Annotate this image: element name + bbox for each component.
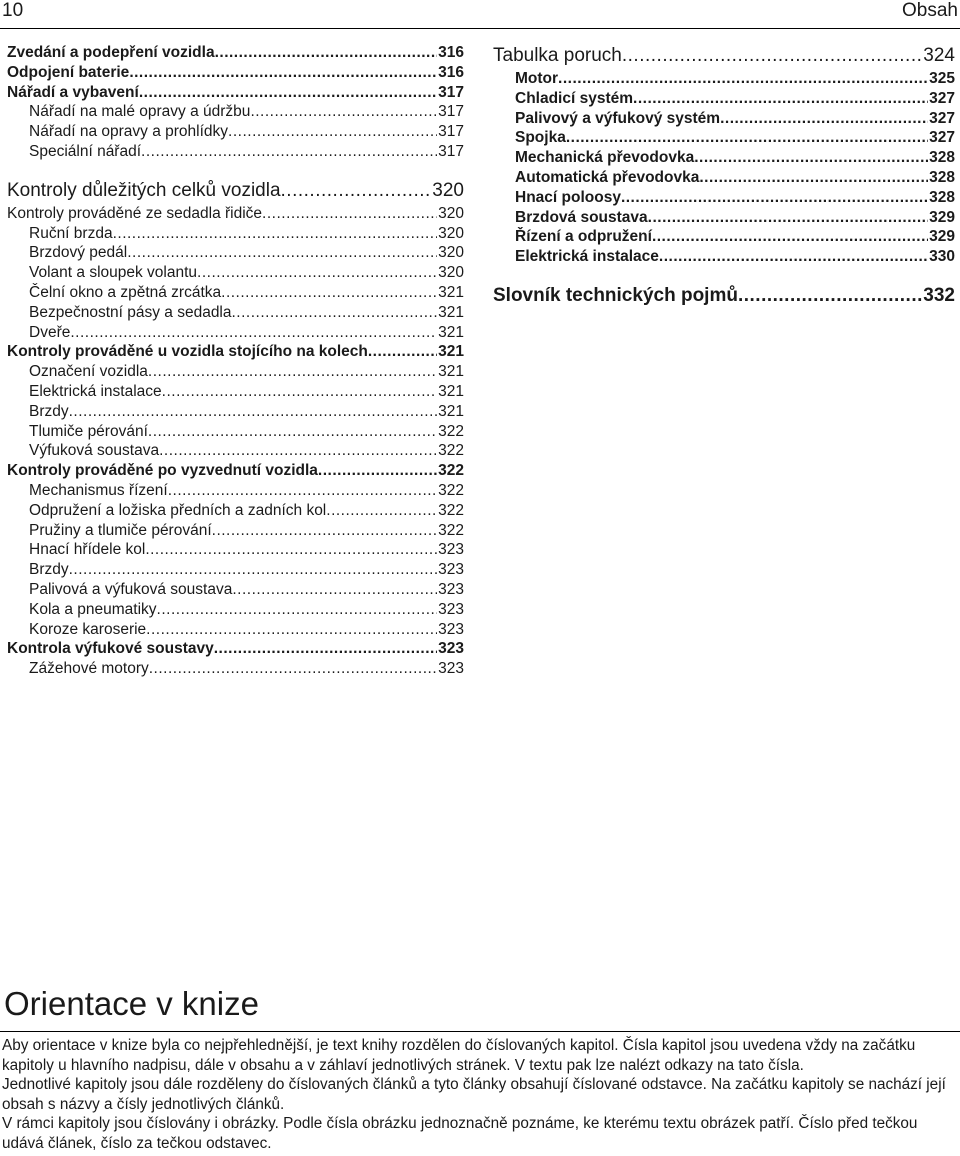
- toc-entry-page: 328: [929, 168, 955, 186]
- toc-entry-page: 327: [929, 129, 955, 147]
- toc-entry[interactable]: [7, 283, 464, 303]
- toc-entry-page: 316: [438, 44, 464, 61]
- paragraph: Aby orientace v knize byla co nejpřehlednější, je text knihy rozdělen do číslovaných kapitol. Čísla kapitol jsou uvedena vždy na začátku kapitoly u hlavního nadpisu, dále v obsahu a v záhlaví jednotlivých stránek. V textu pak lze nalézt odkazy na tato čísla.: [2, 1037, 916, 1074]
- toc-entry-title: Kontroly důležitých celků vozidla: [7, 179, 281, 201]
- dot-leader: [145, 540, 437, 560]
- toc-entry-title: Brzdy: [29, 402, 69, 420]
- toc-entry-page: 323: [438, 660, 464, 678]
- toc-entry-title: Elektrická instalace: [515, 248, 659, 266]
- toc-entry-title: Palivový a výfukový systém: [515, 109, 721, 127]
- toc-entry-title: Odpojení baterie: [7, 63, 130, 81]
- toc-entry-title: Zvedání a podepření vozidla: [7, 44, 215, 61]
- toc-entry-page: 320: [438, 264, 464, 282]
- toc-entry-page: 322: [438, 442, 464, 460]
- toc-entry[interactable]: [7, 263, 464, 283]
- toc-entry-title: Nářadí na opravy a prohlídky: [29, 123, 229, 141]
- toc-entry-page: 321: [438, 363, 464, 381]
- toc-entry-title: Motor: [515, 70, 559, 87]
- toc-entry-title: Tabulka poruch: [493, 45, 622, 66]
- toc-entry-page: 323: [438, 580, 464, 598]
- toc-entry[interactable]: [7, 481, 464, 501]
- dot-leader: [148, 422, 437, 442]
- toc-entry-title: Kontroly prováděné u vozidla stojícího na kolech: [7, 343, 368, 361]
- dot-leader: [139, 83, 437, 103]
- toc-entry-page: 328: [929, 149, 955, 167]
- toc-entry[interactable]: [7, 204, 464, 224]
- toc-entry-page: 320: [438, 224, 464, 242]
- toc-entry[interactable]: [7, 540, 464, 560]
- toc-entry[interactable]: [7, 43, 464, 63]
- toc-entry-title: Zážehové motory: [29, 660, 149, 678]
- toc-entry-title: Nářadí na malé opravy a údržbu: [29, 103, 251, 121]
- toc-entry-page: 327: [929, 109, 955, 127]
- toc-entry-title: Čelní okno a zpětná zrcátka: [29, 283, 222, 301]
- section-rule: [0, 1031, 960, 1032]
- toc-entry-page: 321: [438, 283, 464, 301]
- toc-entry-title: Výfuková soustava: [29, 442, 160, 460]
- toc-entry[interactable]: [493, 148, 955, 168]
- toc-entry-title: Hnací poloosy: [515, 188, 621, 206]
- toc-entry-page: 327: [929, 89, 955, 107]
- toc-entry-title: Spojka: [515, 129, 566, 147]
- dot-leader: [621, 188, 928, 208]
- toc-entry[interactable]: [493, 128, 955, 148]
- dot-leader: [659, 247, 928, 267]
- toc-entry[interactable]: [493, 283, 955, 309]
- toc-entry-title: Slovník technických pojmů: [493, 284, 738, 306]
- toc-entry[interactable]: [493, 188, 955, 208]
- dot-leader: [232, 303, 438, 323]
- toc-entry-page: 317: [438, 123, 464, 141]
- toc-entry[interactable]: [7, 461, 464, 481]
- toc-entry-page: 322: [438, 481, 464, 499]
- toc-entry[interactable]: [7, 659, 464, 679]
- dot-leader: [633, 89, 928, 109]
- page-header: [0, 0, 960, 30]
- toc-entry[interactable]: [493, 89, 955, 109]
- dot-leader: [162, 382, 437, 402]
- toc-entry[interactable]: [493, 69, 955, 89]
- toc-entry-page: 321: [438, 402, 464, 420]
- toc-entry[interactable]: [493, 247, 955, 267]
- dot-leader: [168, 481, 437, 501]
- toc-entry-page: 317: [438, 83, 464, 101]
- dot-leader: [250, 102, 437, 122]
- toc-entry[interactable]: [7, 102, 464, 122]
- dot-leader: [197, 263, 437, 283]
- dot-leader: [720, 109, 928, 129]
- toc-entry-title: Kontroly prováděné po vyzvednutí vozidla: [7, 462, 318, 480]
- toc-entry-title: Koroze karoserie: [29, 620, 147, 638]
- toc-entry-page: 332: [923, 284, 955, 306]
- toc-entry-title: Kontrola výfukové soustavy: [7, 640, 214, 658]
- toc-entry[interactable]: [7, 362, 464, 382]
- toc-entry[interactable]: [7, 342, 464, 362]
- toc-entry-page: 321: [438, 343, 464, 361]
- toc-entry-page: 323: [438, 640, 464, 658]
- toc-entry[interactable]: [7, 122, 464, 142]
- dot-leader: [232, 580, 437, 600]
- toc-entry-title: Automatická převodovka: [515, 168, 700, 186]
- toc-entry-page: 325: [929, 70, 955, 87]
- toc-entry-title: Tlumiče pérování: [29, 422, 148, 440]
- toc-entry-title: Mechanická převodovka: [515, 149, 695, 167]
- toc-entry[interactable]: [7, 243, 464, 263]
- dot-leader: [566, 128, 928, 148]
- toc-entry[interactable]: [7, 580, 464, 600]
- dot-leader: [157, 600, 438, 620]
- toc-entry-title: Speciální nářadí: [29, 142, 142, 160]
- toc-right-column: [493, 43, 955, 309]
- toc-entry-page: 323: [438, 541, 464, 559]
- toc-entry-title: Nářadí a vybavení: [7, 83, 139, 101]
- dot-leader: [148, 362, 437, 382]
- toc-entry-page: 328: [929, 188, 955, 206]
- toc-entry[interactable]: [7, 303, 464, 323]
- dot-leader: [694, 148, 928, 168]
- running-title: Obsah: [902, 0, 958, 21]
- toc-entry[interactable]: [7, 521, 464, 541]
- toc-entry[interactable]: [7, 441, 464, 461]
- toc-entry[interactable]: [7, 501, 464, 521]
- toc-entry[interactable]: [7, 142, 464, 162]
- toc-entry-page: 321: [438, 382, 464, 400]
- toc-entry-title: Odpružení a ložiska předních a zadních kol: [29, 501, 327, 519]
- toc-entry-title: Řízení a odpružení: [515, 228, 652, 246]
- toc-entry[interactable]: [7, 323, 464, 343]
- toc-entry-title: Elektrická instalace: [29, 382, 162, 400]
- dot-leader: [127, 243, 437, 263]
- toc-entry-page: 317: [438, 142, 464, 160]
- toc-entry-page: 321: [438, 323, 464, 341]
- toc-entry-page: 316: [438, 63, 464, 81]
- toc-entry-page: 324: [923, 45, 955, 66]
- paragraph: V rámci kapitoly jsou číslovány i obrázky. Podle čísla obrázku jednoznačně poznáme, ke kterému textu obrázek patří. Číslo před tečkou udává článek, číslo za tečkou odstavec.: [2, 1115, 918, 1152]
- toc-entry[interactable]: [7, 560, 464, 580]
- dot-leader: [228, 122, 437, 142]
- dot-leader: [70, 323, 437, 343]
- toc-entry-title: Hnací hřídele kol: [29, 541, 146, 559]
- dot-leader: [699, 168, 928, 188]
- toc-entry-page: 329: [929, 208, 955, 226]
- toc-entry-page: 320: [438, 244, 464, 262]
- toc-entry-page: 317: [438, 103, 464, 121]
- dot-leader: [69, 402, 438, 422]
- dot-leader: [215, 43, 438, 63]
- toc-entry-page: 322: [438, 521, 464, 539]
- toc-entry-title: Volant a sloupek volantu: [29, 264, 198, 282]
- toc-entry-title: Dveře: [29, 323, 71, 341]
- toc-entry-page: 330: [929, 248, 955, 266]
- dot-leader: [221, 283, 437, 303]
- dot-leader: [622, 43, 922, 69]
- section-body: [2, 1036, 960, 1153]
- dot-leader: [648, 208, 928, 228]
- toc-entry[interactable]: [493, 208, 955, 228]
- toc-entry[interactable]: [7, 402, 464, 422]
- toc-entry-page: 323: [438, 620, 464, 638]
- page-number: 10: [2, 0, 24, 21]
- dot-leader: [141, 142, 437, 162]
- toc-entry-page: 322: [438, 462, 464, 480]
- toc-entry[interactable]: [7, 178, 464, 204]
- toc-entry-page: 322: [438, 422, 464, 440]
- dot-leader: [69, 560, 438, 580]
- toc-entry-page: 320: [432, 179, 464, 201]
- toc-left-column: [7, 43, 464, 679]
- toc-entry-title: Pružiny a tlumiče pérování: [29, 521, 212, 539]
- dot-leader: [318, 461, 437, 481]
- toc-entry-page: 323: [438, 561, 464, 579]
- dot-leader: [149, 659, 437, 679]
- toc-entry[interactable]: [7, 224, 464, 244]
- toc-entry-title: Brzdová soustava: [515, 208, 648, 226]
- dot-leader: [652, 227, 928, 247]
- toc-entry-title: Bezpečnostní pásy a sedadla: [29, 303, 232, 321]
- dot-leader: [281, 178, 432, 204]
- toc-entry[interactable]: [7, 620, 464, 640]
- dot-leader: [262, 204, 437, 224]
- toc-entry[interactable]: [493, 43, 955, 69]
- toc-entry-title: Kontroly prováděné ze sedadla řidiče: [7, 204, 263, 222]
- dot-leader: [113, 224, 438, 244]
- toc-entry[interactable]: [7, 382, 464, 402]
- toc-entry-title: Ruční brzda: [29, 224, 113, 242]
- toc-entry-title: Brzdový pedál: [29, 244, 128, 262]
- toc-entry-title: Palivová a výfuková soustava: [29, 580, 233, 598]
- toc-entry[interactable]: [7, 639, 464, 659]
- toc-entry[interactable]: [7, 63, 464, 83]
- dot-leader: [146, 620, 437, 640]
- toc-entry[interactable]: [493, 168, 955, 188]
- dot-leader: [326, 501, 437, 521]
- toc-entry-page: 323: [438, 600, 464, 618]
- section-heading: Orientace v knize: [4, 985, 259, 1022]
- dot-leader: [212, 521, 437, 541]
- toc-entry-title: Kola a pneumatiky: [29, 600, 157, 618]
- toc-entry-title: Označení vozidla: [29, 363, 148, 381]
- toc-entry[interactable]: [7, 600, 464, 620]
- toc-entry-title: Mechanismus řízení: [29, 481, 168, 499]
- dot-leader: [368, 342, 437, 362]
- toc-entry-page: 321: [438, 303, 464, 321]
- dot-leader: [558, 69, 928, 89]
- toc-entry[interactable]: [493, 227, 955, 247]
- toc-entry[interactable]: [493, 109, 955, 129]
- dot-leader: [129, 63, 437, 83]
- dot-leader: [159, 441, 437, 461]
- header-rule: [0, 28, 960, 29]
- toc-entry-page: 329: [929, 228, 955, 246]
- toc-entry[interactable]: [7, 83, 464, 103]
- toc-entry[interactable]: [7, 422, 464, 442]
- dot-leader: [214, 639, 437, 659]
- toc-entry-title: Chladicí systém: [515, 89, 634, 107]
- toc-entry-page: 320: [438, 204, 464, 222]
- paragraph: Jednotlivé kapitoly jsou dále rozděleny do číslovaných článků a tyto články obsahují číslované odstavce. Na začátku kapitoly se nachází její obsah s názvy a čísly jednotlivých článků.: [2, 1076, 946, 1113]
- toc-entry-page: 322: [438, 501, 464, 519]
- dot-leader: [738, 283, 922, 309]
- toc-entry-title: Brzdy: [29, 561, 69, 579]
